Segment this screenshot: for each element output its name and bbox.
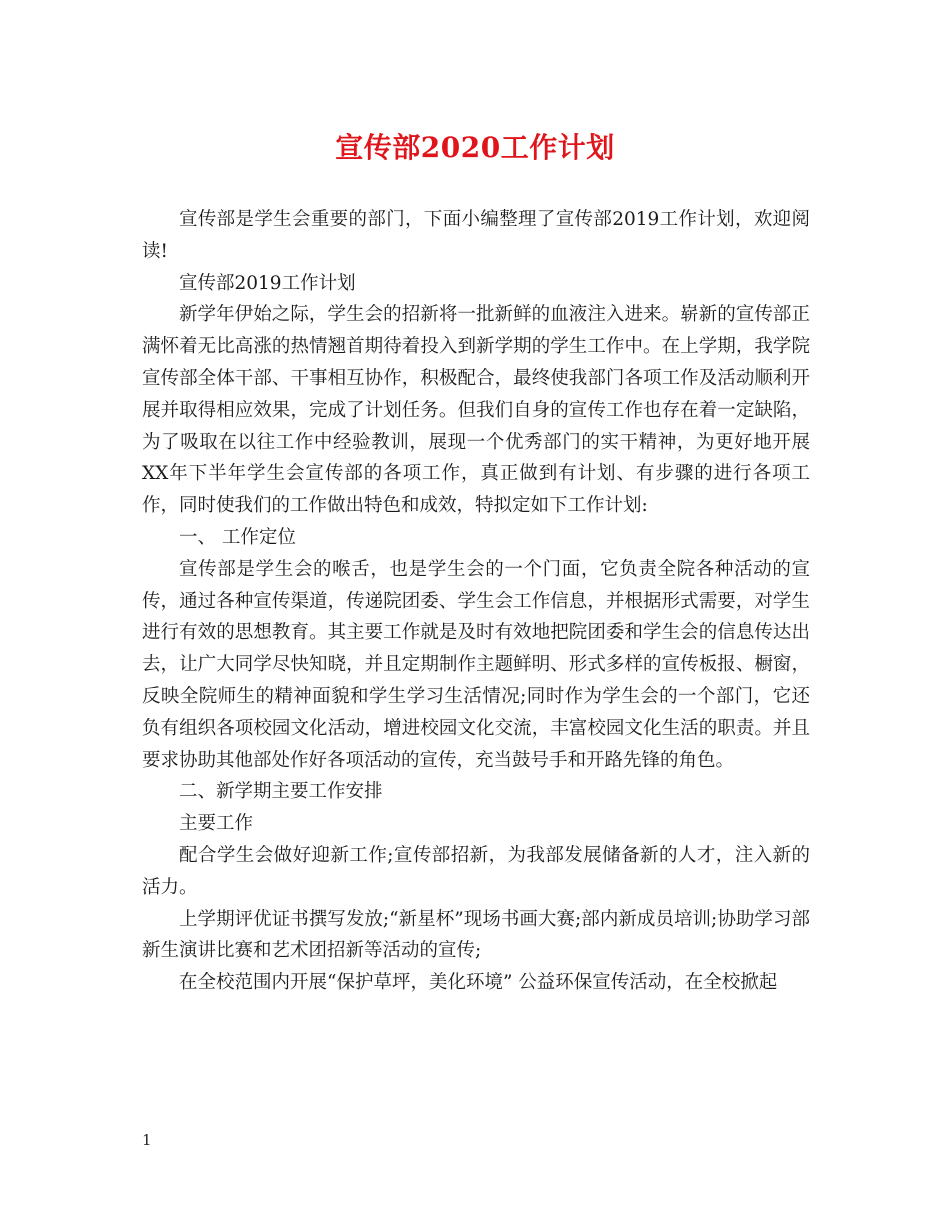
work-item-paragraph: 在全校范围内开展“保护草坪，美化环境” 公益环保宣传活动，在全校掀起 xyxy=(179,972,778,994)
section-heading-arrangement: 二、新学期主要工作安排 xyxy=(179,781,383,803)
opening-paragraph: 新学年伊始之际，学生会的招新将一批新鲜的血液注入进来。崭新的宣传部正满怀着无比高涨的热情翘首期待着投入到新学期的学生工作中。在上学期，我学院宣传部全体干部、干事相互协作，积极配合，最终使我部门各项工作及活动顺利开展并取得相应效果，完成了计划任务。但我们自身的宣传工作也存在着一定缺陷，为了吸取在以往工作中经验教训，展现一个优秀部门的实干精神，为更好地开展XX年下半年学生会宣传部的各项工作，真正做到有计划、有步骤的进行各项工作，同时使我们的工作做出特色和成效，特拟定如下工作计划: xyxy=(142,304,810,517)
positioning-paragraph: 宣传部是学生会的喉舌，也是学生会的一个门面，它负责全院各种活动的宣传，通过各种宣传渠道，传递院团委、学生会工作信息，并根据形式需要，对学生进行有效的思想教育。其主要工作就是及时有效地把院团委和学生会的信息传达出去，让广大同学尽快知晓，并且定期制作主题鲜明、形式多样的宣传板报、橱窗，反映全院师生的精神面貌和学生学习生活情况;同时作为学生会的一个部门，它还负有组织各项校园文化活动，增进校园文化交流，丰富校园文化生活的职责。并且要求协助其他部处作好各项活动的宣传，充当鼓号手和开路先锋的角色。 xyxy=(142,558,810,771)
section-heading-positioning: 一、 工作定位 xyxy=(179,526,296,548)
page-title: 宣传部2020工作计划 xyxy=(335,131,615,164)
work-item-paragraph: 配合学生会做好迎新工作;宣传部招新，为我部发展储备新的人才，注入新的活力。 xyxy=(142,844,810,898)
intro-paragraph: 宣传部是学生会重要的部门，下面小编整理了宣传部2019工作计划，欢迎阅读! xyxy=(142,209,810,262)
section-heading-plan: 宣传部2019工作计划 xyxy=(179,272,356,294)
subheading-main-work: 主要工作 xyxy=(179,813,254,835)
work-item-paragraph: 上学期评优证书撰写发放;“新星杯”现场书画大赛;部内新成员培训;协助学习部新生演讲比赛和艺术团招新等活动的宣传; xyxy=(142,908,810,962)
page-number: 1 xyxy=(142,1131,152,1149)
document-body xyxy=(142,204,810,999)
